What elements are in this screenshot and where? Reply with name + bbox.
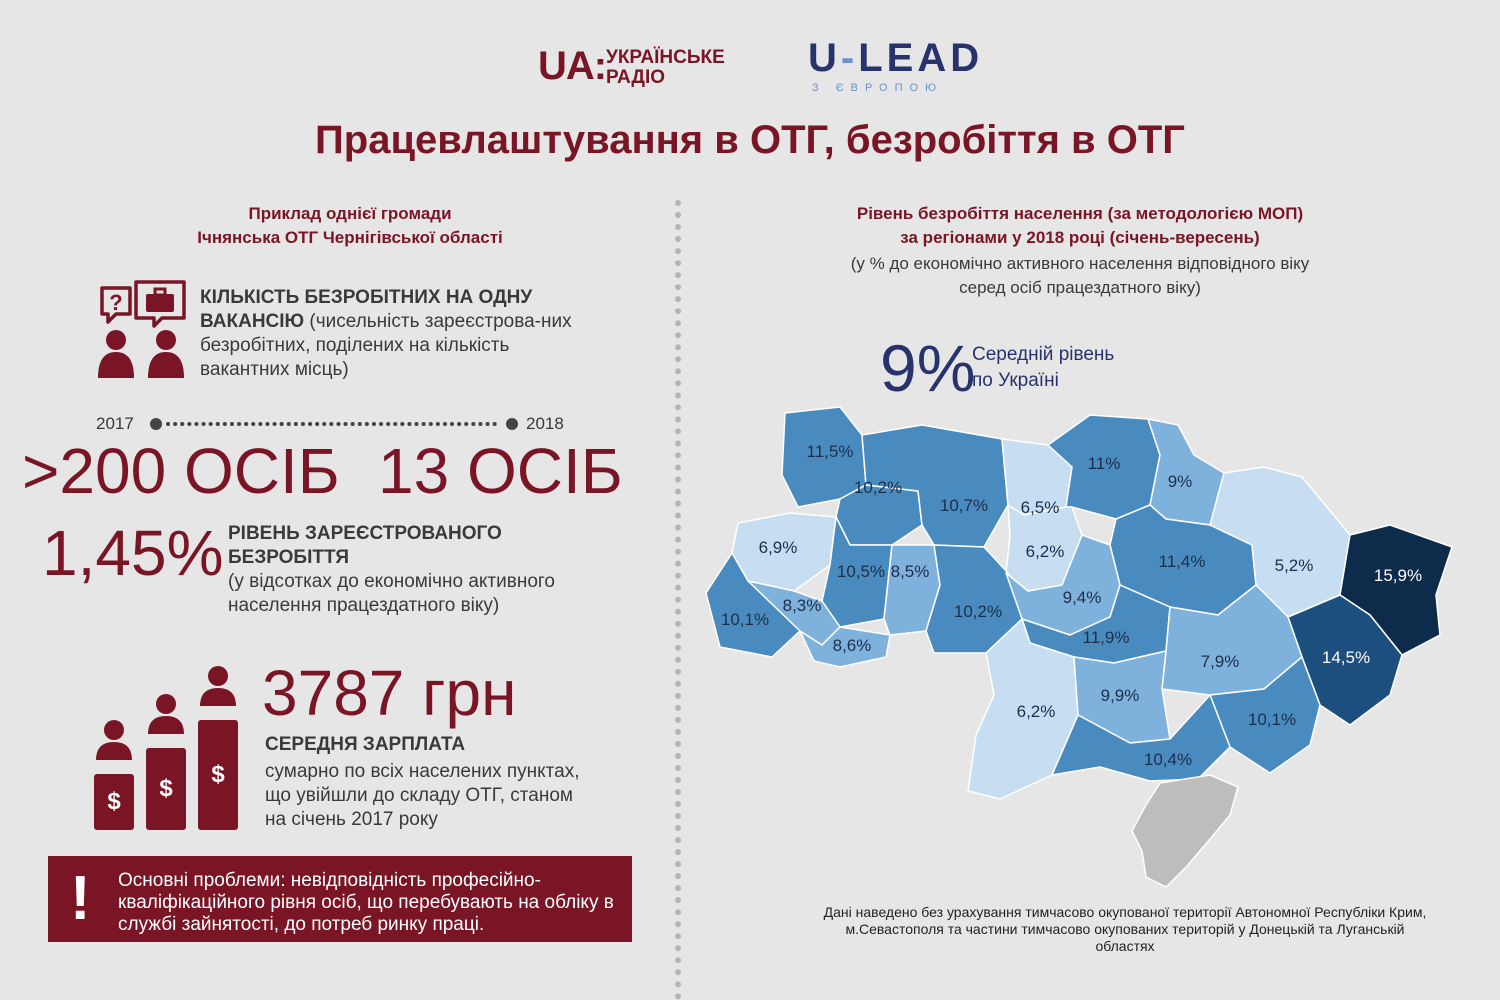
job-seekers-icon <box>94 280 194 380</box>
rate-label-rest: (у відсотках до економічно активного населення працездатного віку) <box>228 571 555 616</box>
ukrainian-radio-logo <box>538 44 606 89</box>
page-title: Працевлаштування в ОТГ, безробіття в ОТГ <box>315 118 1185 162</box>
map-region-label-14: 8,3% <box>782 596 822 615</box>
avg-label-line1: Середній рівень <box>972 344 1115 365</box>
ua-name-line2: РАДІО <box>606 67 666 88</box>
map-region-label-17: 8,6% <box>832 636 872 655</box>
map-region-label-15: 10,2% <box>953 602 1003 621</box>
average-salary-label: СЕРЕДНЯ ЗАРПЛАТА <box>265 734 466 755</box>
map-title <box>720 202 1440 250</box>
ukrainian-radio-name <box>606 48 725 88</box>
map-region-label-3: 6,5% <box>1020 498 1060 517</box>
average-salary-value: 3787 грн <box>262 657 517 729</box>
map-region-label-8: 8,5% <box>890 562 930 581</box>
exclamation-icon: ! <box>70 864 91 933</box>
jobs-label-rest: (чисельність зареєстрова-них безробітних, поділених на кількість вакантних місць) <box>200 311 572 380</box>
map-region-label-7: 10,5% <box>836 562 886 581</box>
map-region-label-12: 15,9% <box>1373 566 1423 585</box>
map-region-label-0: 11,5% <box>806 442 854 461</box>
registered-unemployment-description <box>228 522 628 618</box>
year-start: 2017 <box>96 414 134 433</box>
registered-unemployment-rate: 1,45% <box>42 517 224 589</box>
map-region-label-4: 11% <box>1087 454 1121 473</box>
salary-growth-icon <box>92 664 252 834</box>
map-region-label-19: 14,5% <box>1321 648 1371 667</box>
map-region-label-11: 5,2% <box>1274 556 1314 575</box>
national-average-value: 9% <box>880 331 976 405</box>
year-end: 2018 <box>526 414 564 433</box>
timeline-dotted-line <box>150 416 520 436</box>
ulead-name: LEAD <box>858 36 984 80</box>
community-heading-line2: Ічнянська ОТГ Чернігівської області <box>197 228 503 247</box>
map-region-label-1: 10,2% <box>853 478 903 497</box>
person-icon <box>98 330 184 378</box>
map-region-label-18: 11,9% <box>1082 628 1130 647</box>
national-average-label <box>972 342 1172 394</box>
map-footnote: Дані наведено без урахування тимчасово окупованої території Автономної Республіки Крим, м.Севастополя та частини тимчасово окупованих територій у Донецькій та Луганській областях <box>823 904 1427 954</box>
map-subtitle-line1: (у % до економічно активного населення відповідного віку <box>850 254 1310 273</box>
unemployed-per-vacancy-2017: >200 ОСІБ <box>22 435 340 507</box>
community-example-heading <box>100 202 600 250</box>
map-region-label-21: 6,2% <box>1016 702 1056 721</box>
ulead-logo <box>808 36 983 81</box>
map-region-label-24: 10,4% <box>1143 750 1193 769</box>
map-region-label-20: 7,9% <box>1200 652 1240 671</box>
main-problems-text: Основні проблеми: невідповідність професійно-кваліфікаційного рівня осіб, що перебувають на обліку в службі зайнятості, до потреб ринку праці. <box>118 870 614 935</box>
map-region-label-13: 10,1% <box>720 610 770 629</box>
rate-label-bold: РІВЕНЬ ЗАРЕЄСТРОВАНОГО БЕЗРОБІТТЯ <box>228 523 502 568</box>
map-region-label-23: 10,1% <box>1247 710 1297 729</box>
map-title-line2: за регіонами у 2018 році (січень-вересень) <box>900 228 1260 247</box>
person-icon <box>148 694 184 734</box>
jobs-label-bold: КІЛЬКІСТЬ БЕЗРОБІТНИХ НА ОДНУ ВАКАНСІЮ <box>200 287 533 332</box>
column-divider <box>675 200 681 1000</box>
map-title-line1: Рівень безробіття населення (за методологією МОП) <box>856 204 1304 223</box>
avg-label-line2: по Україні <box>972 370 1059 391</box>
average-salary-description: сумарно по всіх населених пунктах, що увійшли до складу ОТГ, станом на січень 2017 року <box>265 761 580 830</box>
map-region-label-5: 9% <box>1167 472 1193 491</box>
map-region-label-10: 11,4% <box>1158 552 1206 571</box>
ulead-prefix: U <box>808 36 841 80</box>
ua-name-line1: УКРАЇНСЬКЕ <box>606 47 725 68</box>
map-region-label-9: 6,2% <box>1025 542 1065 561</box>
ua-logo-mark: UA: <box>538 44 607 88</box>
ukraine-unemployment-map <box>690 395 1480 905</box>
map-region-label-2: 10,7% <box>939 496 989 515</box>
map-region-label-6: 6,9% <box>758 538 798 557</box>
ulead-tagline: З ЄВРОПОЮ <box>812 82 944 94</box>
ulead-dash: - <box>840 36 859 80</box>
community-heading-line1: Приклад однієї громади <box>248 204 452 223</box>
map-region-label-22: 9,9% <box>1100 686 1140 705</box>
jobs-per-vacancy-description <box>200 286 590 382</box>
briefcase-bubble-icon <box>136 282 184 326</box>
svg-text:$: $ <box>211 761 225 788</box>
map-region-label-16: 9,4% <box>1062 588 1102 607</box>
person-icon <box>200 666 236 706</box>
crimea-region <box>1132 775 1238 887</box>
person-icon <box>96 720 132 760</box>
svg-text:$: $ <box>159 775 173 802</box>
unemployed-per-vacancy-2018: 13 ОСІБ <box>378 435 623 507</box>
map-subtitle <box>720 252 1440 300</box>
map-subtitle-line2: серед осіб працездатного віку) <box>959 278 1201 297</box>
svg-text:$: $ <box>107 788 121 815</box>
question-glyph: ? <box>109 290 123 315</box>
